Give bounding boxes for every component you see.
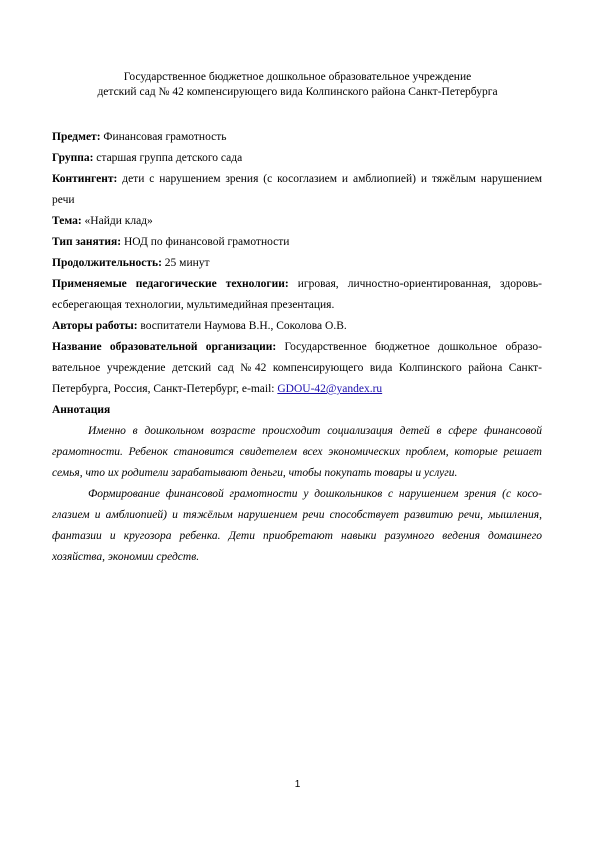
header-line-1: Государственное бюджетное дошкольное образовательное учреждение [123,71,472,83]
page-number: 1 [294,779,301,790]
lesson-type-value: НОД по финансовой грамотности [121,236,290,248]
email-link[interactable]: GDOU-42@yandex.ru [277,383,383,395]
technologies-value: игровая, личностно-ориентированная, здоровьесберегающая технологии, мультимедийная презентация. [52,278,542,311]
topic-value: «Найди клад» [81,215,153,227]
annotation-paragraph-1: Именно в дошкольном возрасте происходит социализация детей в сфере финансовой грамотности. Ребенок становится свидетелем всех экономических проблем, которые решает семья, что их родители зарабатывают деньги, чтобы покупать товары и услуги. [52,425,542,479]
topic-label: Тема: [52,215,82,227]
document-body [52,127,542,568]
organization-label: Название образовательной организации: [52,341,277,353]
institution-header [50,70,545,100]
technologies-label: Применяемые педагогические технологии: [52,278,289,290]
contingent-value: дети с нарушением зрения (с косоглазием и амблиопией) и тяжёлым нарушением речи [52,173,542,206]
lesson-type-row [52,232,542,253]
contingent-row [52,169,542,211]
duration-row [52,253,542,274]
header-line-2: детский сад № 42 компенсирующего вида Колпинского района Санкт-Петербурга [97,86,498,98]
lesson-type-label: Тип занятия: [52,236,122,248]
topic-row [52,211,542,232]
duration-label: Продолжительность: [52,257,162,269]
authors-label: Авторы работы: [52,320,138,332]
technologies-row [52,274,542,316]
organization-row [52,337,542,400]
contingent-label: Контингент: [52,173,118,185]
annotation-title: Аннотация [52,404,111,416]
subject-row [52,127,542,148]
annotation-paragraph-2: Формирование финансовой грамотности у дошкольников с нарушением зрения (с косоглазием и амблиопией) и тяжёлым нарушением речи способствует развитию речи, мышления, фантазии и кругозора ребенка. Дети приобретают навыки разумного ведения домашнего хозяйства, экономии средств. [52,488,542,563]
duration-value: 25 минут [161,257,210,269]
group-label: Группа: [52,152,94,164]
authors-row [52,316,542,337]
subject-value: Финансовая грамотность [100,131,227,143]
group-row [52,148,542,169]
organization-value: Государственное бюджетное дошкольное образовательное учреждение детский сад №42 компенсирующего вида Колпинского района Санкт-Петербурга, Россия, Санкт-Петербург, e-mail: [52,341,542,395]
subject-label: Предмет: [52,131,101,143]
group-value: старшая группа детского сада [93,152,243,164]
authors-value: воспитатели Наумова В.Н., Соколова О.В. [137,320,347,332]
